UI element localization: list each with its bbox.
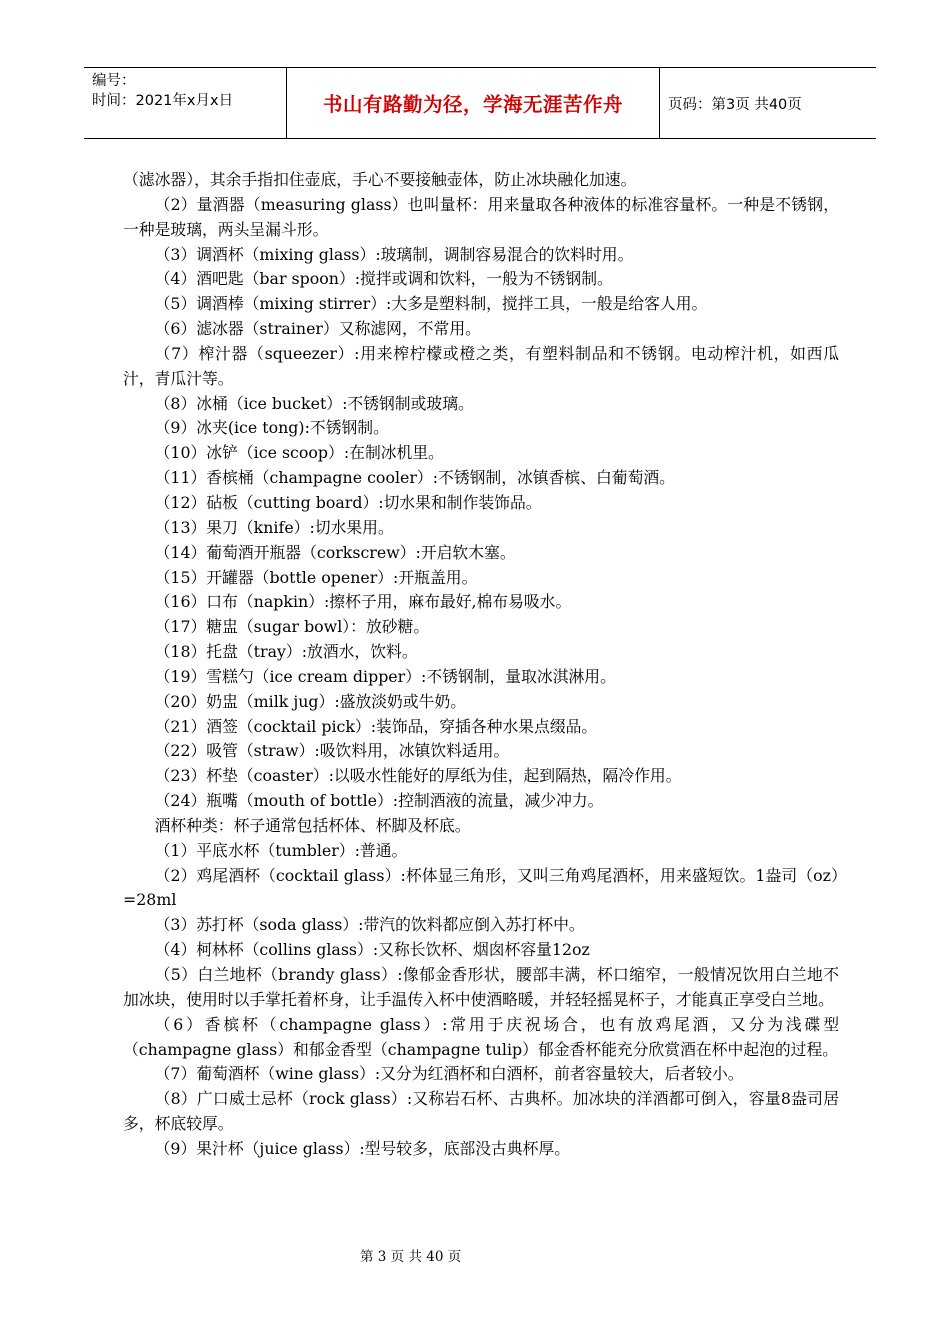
- page-header: [84, 67, 876, 139]
- paragraph: （23）杯垫（coaster）:以吸水性能好的厚纸为佳，起到隔热，隔冷作用。: [154, 766, 682, 786]
- paragraph: （4）酒吧匙（bar spoon）:搅拌或调和饮料，一般为不锈钢制。: [154, 269, 613, 289]
- paragraph: （16）口布（napkin）:擦杯子用，麻布最好,棉布易吸水。: [154, 592, 572, 612]
- paragraph: （22）吸管（straw）:吸饮料用，冰镇饮料适用。: [154, 741, 510, 761]
- header-date: 时间：2021年x月x日: [92, 93, 234, 109]
- paragraph: （10）冰铲（ice scoop）:在制冰机里。: [154, 443, 444, 463]
- paragraph: （17）糖盅（sugar bowl）：放砂糖。: [154, 617, 430, 637]
- paragraph: （6）滤冰器（strainer）又称滤网，不常用。: [154, 319, 481, 339]
- paragraph: （14）葡萄酒开瓶器（corkscrew）:开启软木塞。: [154, 542, 516, 562]
- paragraph: （9）果汁杯（juice glass）:型号较多，底部没古典杯厚。: [154, 1138, 571, 1158]
- paragraph: （5）调酒棒（mixing stirrer）:大多是塑料制，搅拌工具，一般是给客人用。: [154, 294, 708, 314]
- paragraph: （2）量酒器（measuring glass）也叫量杯：用来量取各种液体的标准容量杯。一种是不锈钢，一种是玻璃，两头呈漏斗形。: [123, 194, 839, 239]
- paragraph: （20）奶盅（milk jug）:盛放淡奶或牛奶。: [154, 691, 467, 711]
- paragraph: （9）冰夹(ice tong):不锈钢制。: [154, 418, 389, 438]
- paragraph: （5）白兰地杯（brandy glass）:像郁金香形状，腰部丰满，杯口缩窄，一般情况饮用白兰地不加冰块，使用时以手掌托着杯身，让手温传入杯中使酒略暖，并轻轻摇晃杯子，才能真正享受白兰地。: [123, 965, 839, 1009]
- paragraph: （15）开罐器（bottle opener）:开瓶盖用。: [154, 567, 478, 587]
- page-footer: 第 3 页 共 40 页: [360, 1249, 462, 1265]
- paragraph: （8）广口威士忌杯（rock glass）:又称岩石杯、古典杯。加冰块的洋酒都可倒入，容量8盎司居多，杯底较厚。: [123, 1089, 839, 1134]
- header-number: 编号：: [92, 73, 136, 89]
- header-motto: 书山有路勤为径，学海无涯苦作舟: [286, 68, 660, 138]
- paragraph: 酒杯种类：杯子通常包括杯体、杯脚及杯底。: [154, 815, 471, 835]
- paragraph: （11）香槟桶（champagne cooler）:不锈钢制，冰镇香槟、白葡萄酒。: [154, 468, 675, 488]
- header-meta: [84, 68, 286, 138]
- body-text: [123, 168, 839, 1162]
- paragraph: （4）柯林杯（collins glass）:又称长饮杯、烟囱杯容量12oz: [154, 940, 590, 960]
- paragraph: （3）苏打杯（soda glass）:带汽的饮料都应倒入苏打杯中。: [154, 915, 585, 935]
- paragraph: （21）酒签（cocktail pick）:装饰品，穿插各种水果点缀品。: [154, 716, 598, 736]
- paragraph: （18）托盘（tray）:放酒水，饮料。: [154, 642, 418, 662]
- paragraph: （2）鸡尾酒杯（cocktail glass）:杯体显三角形，又叫三角鸡尾酒杯，用来盛短饮。1盎司（oz）=28ml: [123, 865, 839, 910]
- paragraph: （6）香槟杯（champagne glass）:常用于庆祝场合，也有放鸡尾酒，又分为浅碟型（champagne glass）和郁金香型（champagne tulip）郁金香杯能充分欣赏酒在杯中起泡的过程。: [123, 1014, 839, 1059]
- paragraph: （12）砧板（cutting board）:切水果和制作装饰品。: [154, 492, 542, 512]
- header-page-info: 页码：第3页 共40页: [668, 96, 802, 113]
- paragraph: （滤冰器），其余手指扣住壶底，手心不要接触壶体，防止冰块融化加速。: [123, 170, 637, 189]
- paragraph: （7）榨汁器（squeezer）:用来榨柠檬或橙之类，有塑料制品和不锈钢。电动榨汁机，如西瓜汁，青瓜汁等。: [123, 343, 839, 388]
- paragraph: （24）瓶嘴（mouth of bottle）:控制酒液的流量，减少冲力。: [154, 791, 604, 811]
- paragraph: （13）果刀（knife）:切水果用。: [154, 517, 394, 537]
- paragraph: （8）冰桶（ice bucket）:不锈钢制或玻璃。: [154, 393, 474, 413]
- paragraph: （1）平底水杯（tumbler）:普通。: [154, 840, 408, 860]
- paragraph: （7）葡萄酒杯（wine glass）:又分为红酒杯和白酒杯，前者容量较大，后者较小。: [154, 1064, 744, 1084]
- paragraph: （3）调酒杯（mixing glass）:玻璃制，调制容易混合的饮料时用。: [154, 244, 634, 264]
- paragraph: （19）雪糕勺（ice cream dipper）:不锈钢制，量取冰淇淋用。: [154, 666, 616, 686]
